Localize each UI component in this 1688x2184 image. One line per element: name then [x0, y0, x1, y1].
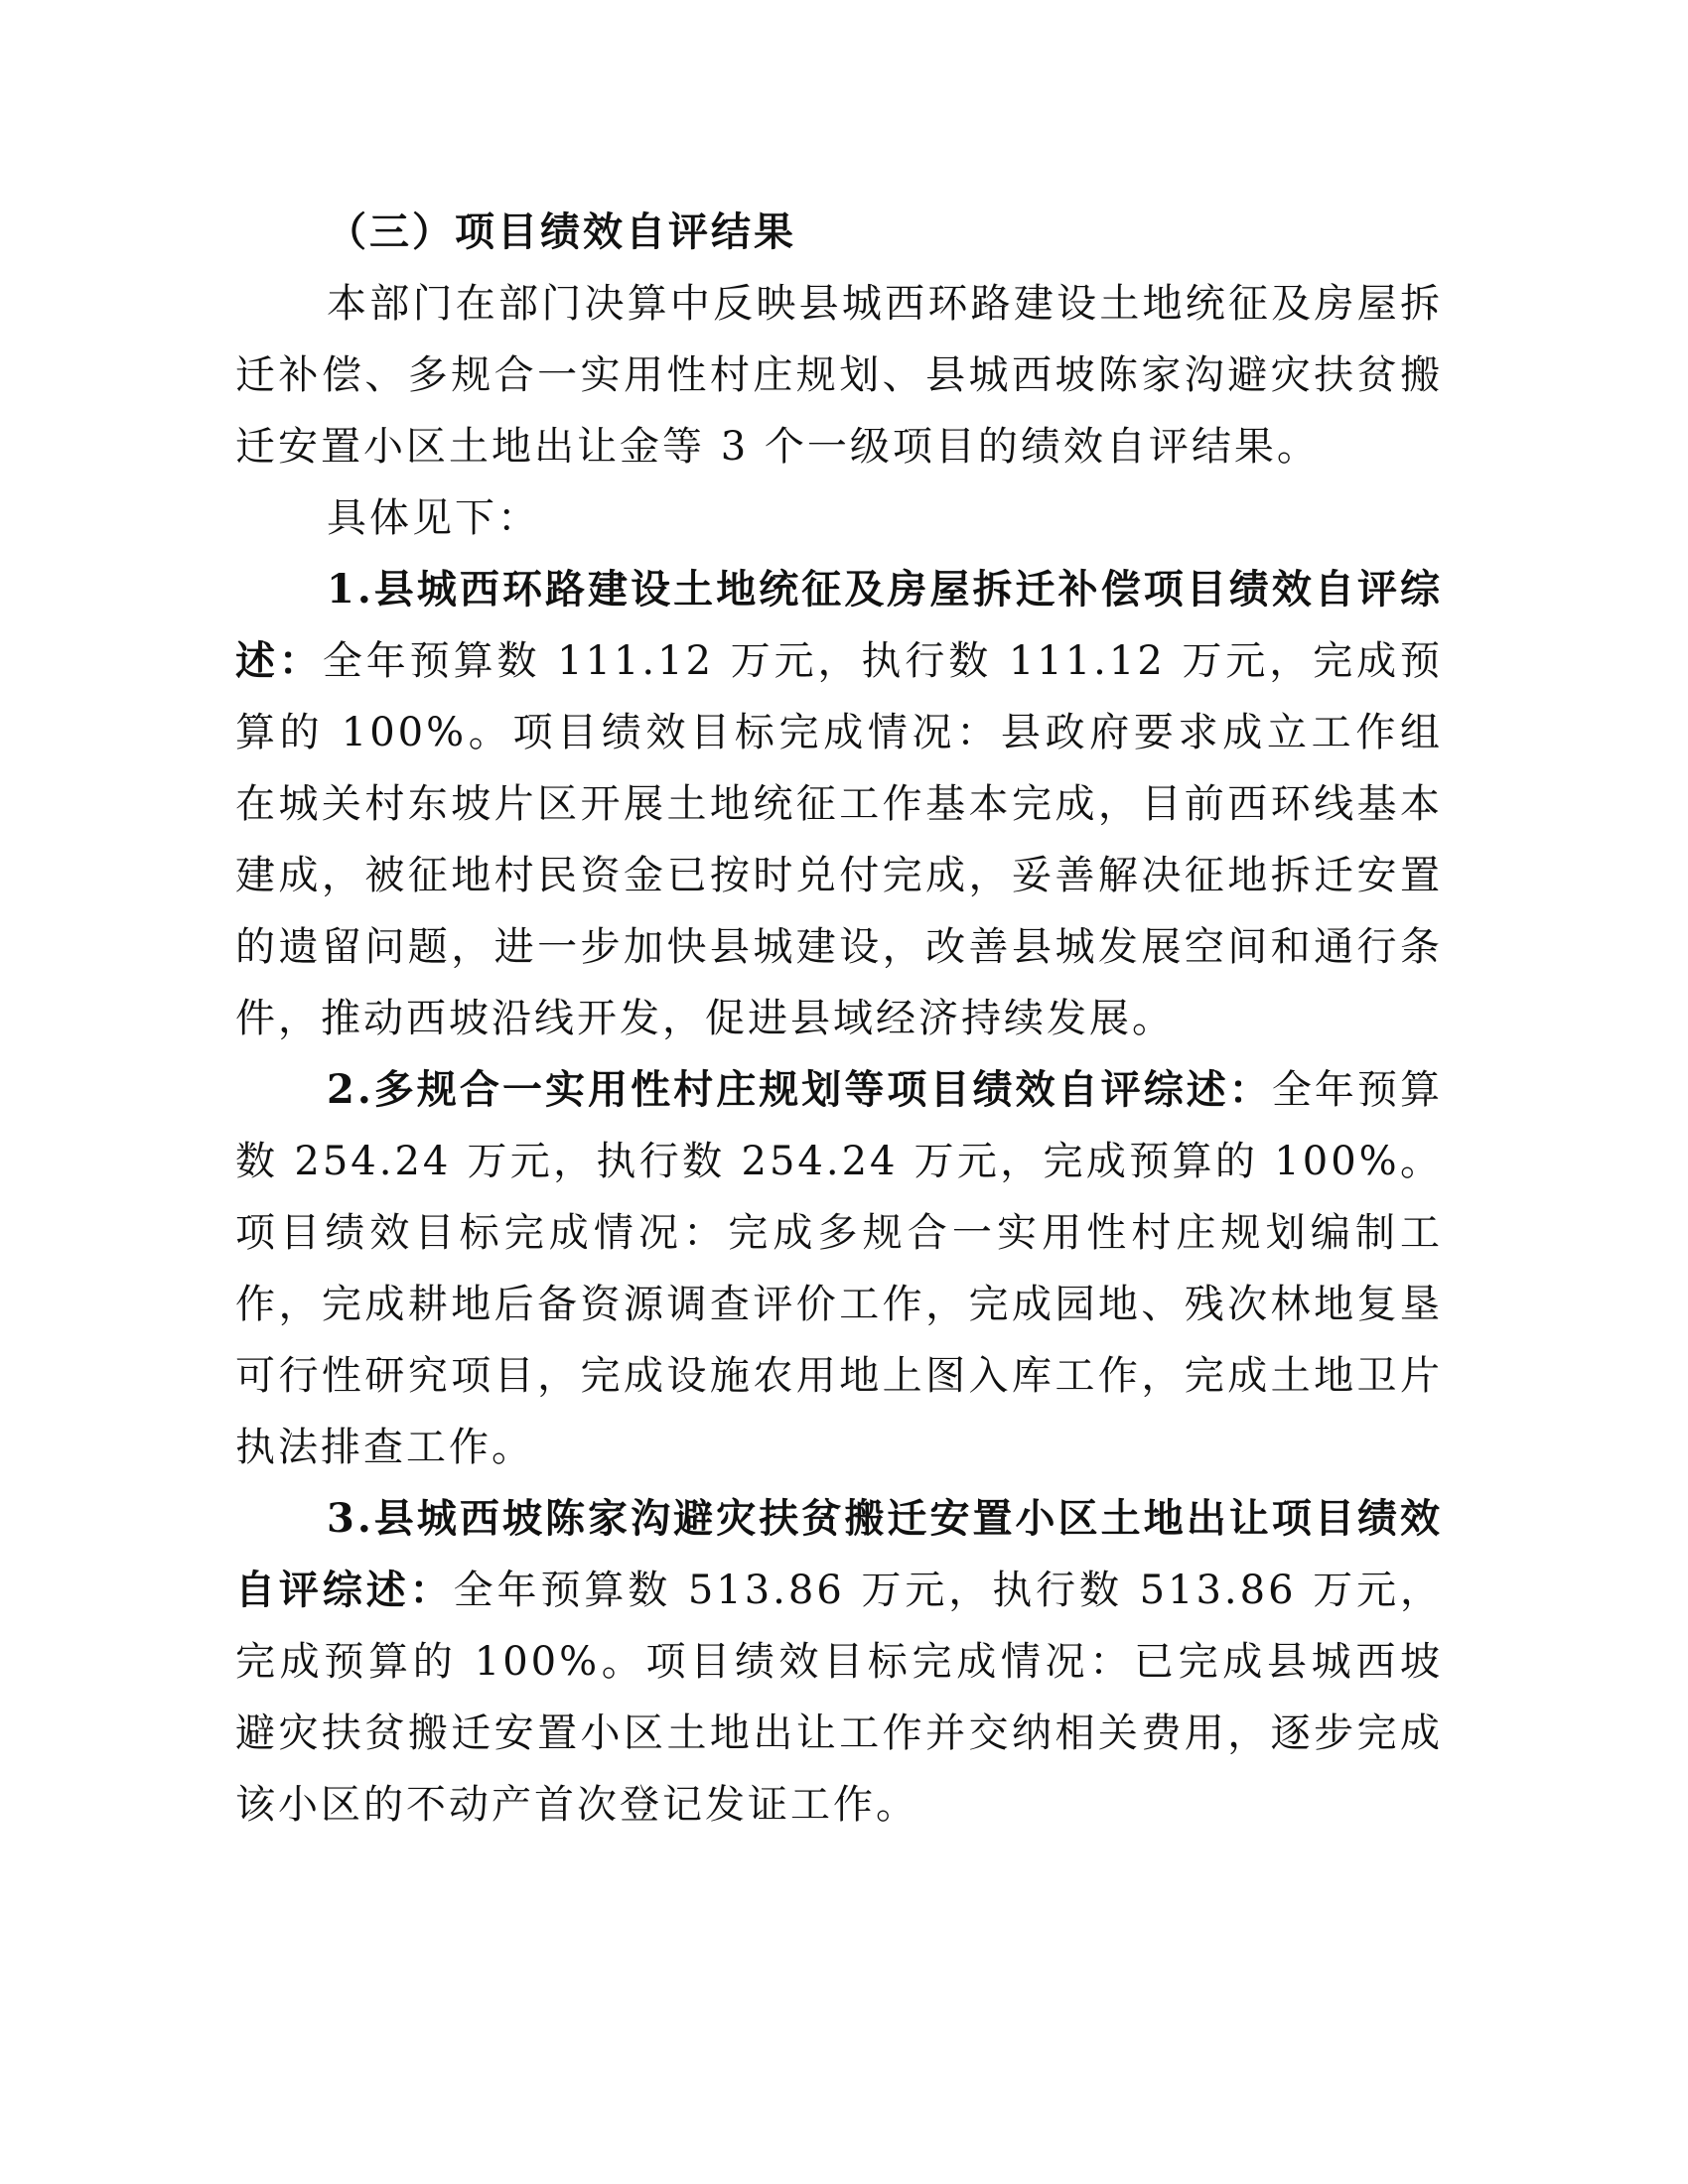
- item-3-lead: 3.县城西坡陈家沟避灾扶贫搬迁安置小区土地出让项目绩效自评综述：: [235, 1495, 1443, 1613]
- intro-paragraph: 本部门在部门决算中反映县城西环路建设土地统征及房屋拆迁补偿、多规合一实用性村庄规划、县城西坡陈家沟避灾扶贫搬迁安置小区土地出让金等 3 个一级项目的绩效自评结果。: [235, 281, 1443, 470]
- document-page: [235, 197, 1443, 1841]
- item-1-lead: 1.县城西环路建设土地统征及房屋拆迁补偿项目绩效自评综述：: [235, 566, 1443, 684]
- item-3-body: 全年预算数 513.86 万元，执行数 513.86 万元，完成预算的 100%。项目绩效目标完成情况：已完成县城西坡避灾扶贫搬迁安置小区土地出让工作并交纳相关费用，逐步完成该小区的不动产首次登记发证工作。: [235, 1568, 1444, 1828]
- item-1-paragraph: [235, 554, 1443, 1054]
- item-3-paragraph: [235, 1483, 1443, 1841]
- item-2-body: 全年预算数 254.24 万元，执行数 254.24 万元，完成预算的 100%。项目绩效目标完成情况：完成多规合一实用性村庄规划编制工作，完成耕地后备资源调查评价工作，完成园地、残次林地复垦可行性研究项目，完成设施农用地上图入库工作，完成土地卫片执法排查工作。: [235, 1067, 1443, 1470]
- item-1-body: 全年预算数 111.12 万元，执行数 111.12 万元，完成预算的 100%。项目绩效目标完成情况：县政府要求成立工作组在城关村东坡片区开展土地统征工作基本完成，目前西环线基本建成，被征地村民资金已按时兑付完成，妥善解决征地拆迁安置的遗留问题，进一步加快县城建设，改善县城发展空间和通行条件，推动西坡沿线开发，促进县域经济持续发展。: [235, 638, 1444, 1041]
- item-2-lead: 2.多规合一实用性村庄规划等项目绩效自评综述：: [327, 1066, 1272, 1113]
- details-label: 具体见下：: [327, 495, 540, 541]
- section-heading: （三）项目绩效自评结果: [327, 208, 796, 255]
- item-2-paragraph: [235, 1054, 1443, 1483]
